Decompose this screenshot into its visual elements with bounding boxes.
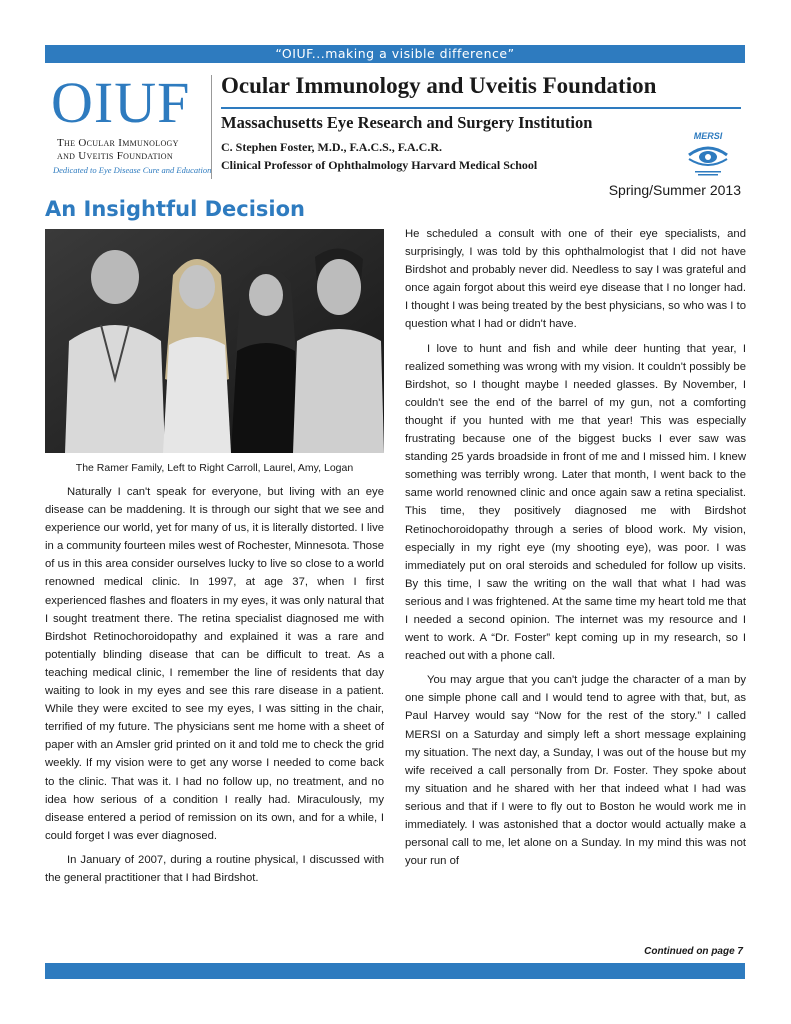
mersi-label: MERSI xyxy=(693,131,723,141)
continued-note: Continued on page 7 xyxy=(644,946,743,957)
family-photo-image xyxy=(45,229,384,453)
article-column-right xyxy=(405,225,746,870)
article-paragraph: In January of 2007, during a routine physical, I discussed with the general practitioner that I had Birdshot. xyxy=(45,853,384,884)
article-column-left xyxy=(45,483,384,887)
org-title: Ocular Immunology and Uveitis Foundation xyxy=(221,73,657,98)
bottom-bar xyxy=(45,963,745,979)
article-paragraph: Naturally I can't speak for everyone, but living with an eye disease can be maddening. It is through our sight that we see and experience our world, yet for many of us, it is literally distorted. I live in a community fourteen miles west of Rochester, Minnesota. Those of us in this area consider ourselves lucky to live so close to a world renowned medical clinic. In 1997, at age 37, when I first experienced flashes and floaters in my eyes, it was only natural that I sought treatment there. The retina specialist diagnosed me with Birdshot Retinochoroidopathy and explained it was a rare and potentially blinding disease that can be difficult to treat. As a teaching medical clinic, I remember the line of residents that day waiting to look in my eyes and see this rare disease in a patient. While they were excited to see my eyes, I was sitting in the chair, terrified of my future. The physicians sent me home with a sheet of paper with an Amsler grid printed on it and told me to check the grid weekly. If my vision were to get any worse I needed to come back to the clinic. That was it. I had no follow up, no treatment, and no idea how serious of a condition I really had. Miraculously, my disease entered a period of remission on its own, and for a while, I could forget I was ever diagnosed. xyxy=(45,486,384,842)
article-paragraph: I love to hunt and fish and while deer hunting that year, I realized something was wrong with my vision. It couldn't possibly be Birdshot, so I thought maybe I needed glasses. By November, I couldn't see the end of the barrel of my gun, not a comforting thought if you hunted with me that year! This was especially frustrating because one of the biggest bucks I ever saw was standing 25 yards broadside in front of me and I missed him. I knew something was terribly wrong. Later that month, I went back to the same world renowned clinic and once again saw a retina specialist. This time, they positively diagnosed me with Birdshot Retinochoroidopathy through a series of blood work. My vision, especially in my right eye (my shooting eye), was poor. I was immediately put on oral steroids and scheduled for follow up visits. By this time, I saw the writing on the wall that what I had was serious and I was frightened. At the same time my heart told me that I needed a second opinion. The internet was my resource and I went to work. A “Dr. Foster” kept coming up in my research, so I reached out with a phone call. xyxy=(405,342,746,663)
masthead xyxy=(45,69,745,181)
masthead-divider xyxy=(211,75,212,179)
top-banner xyxy=(45,45,745,63)
issue-season: Spring/Summer 2013 xyxy=(608,182,741,198)
professor-title: Clinical Professor of Ophthalmology Harvard Medical School xyxy=(221,158,538,172)
institution-name: Massachusetts Eye Research and Surgery Institution xyxy=(221,113,593,132)
title-rule xyxy=(221,107,741,109)
banner-tagline: “OIUF...making a visible difference” xyxy=(275,46,515,61)
logo-line-2: and Uveitis Foundation xyxy=(57,150,173,162)
doctor-name: C. Stephen Foster, M.D., F.A.C.S., F.A.C.R. xyxy=(221,140,443,154)
logo-line-1: The Ocular Immunology xyxy=(57,137,179,149)
article-paragraph: He scheduled a consult with one of their eye specialists, and surprisingly, I was told by this ophthalmologist that I did not have Birdshot and probably never did. Needless to say I was grateful and once again forgot about this weird eye disease that I no longer had. I thought I was being treated by the best physicians, so who was I to question what I had or didn't have. xyxy=(405,228,746,331)
oiuf-logo-word: OIUF xyxy=(51,70,191,135)
family-photo xyxy=(45,229,384,453)
article-paragraph: You may argue that you can't judge the character of a man by one simple phone call and I would tend to agree with that, but, as Paul Harvey would say “Now for the rest of the story.” I called MERSI on a Saturday and simply left a short message explaining my situation. The next day, a Sunday, I was out of the house but my wife received a call personally from Dr. Foster. They spoke about my situation and he shared with her that indeed what I had was serious and that if I were to fly out to Boston he would work me in immediately. I was astonished that a doctor would actually make a personal call to me, let alone on a Sunday. In my mind this was not your run of xyxy=(405,674,746,868)
mersi-logo-icon xyxy=(683,129,733,179)
article-headline: An Insightful Decision xyxy=(45,197,305,221)
logo-tagline: Dedicated to Eye Disease Cure and Education xyxy=(53,165,212,175)
photo-caption: The Ramer Family, Left to Right Carroll, Laurel, Amy, Logan xyxy=(75,462,354,474)
